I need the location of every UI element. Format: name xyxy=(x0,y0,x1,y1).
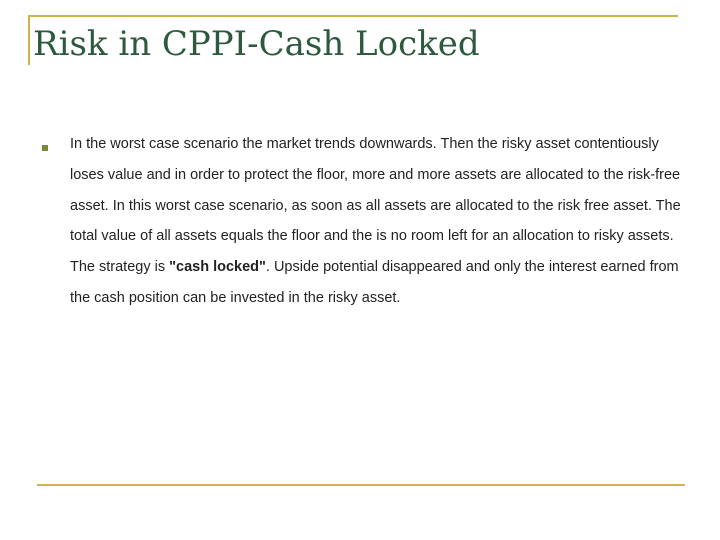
bottom-accent-line xyxy=(37,484,685,486)
bullet-text-emphasis: "cash locked" xyxy=(169,259,266,276)
bullet-text-main: In the worst case scenario the market trends downwards. Then the risky asset contentiously loses value and in order to protect the floor, more and more assets are allocated to the risk-free asset. In this worst case scenario, as soon as all assets are allocated to the risk free asset. The total value of all assets equals the floor and the is no room left for an allocation to risky assets. The strategy is xyxy=(70,136,681,276)
bullet-text xyxy=(70,129,685,314)
slide-title: Risk in CPPI-Cash Locked xyxy=(33,24,480,64)
left-accent-line xyxy=(28,15,30,65)
top-accent-line xyxy=(28,15,678,17)
square-bullet-icon xyxy=(42,145,48,151)
bullet-text-end: . Upside potential disappeared and only the interest earned from the cash position can be invested in the risky asset. xyxy=(70,259,679,306)
